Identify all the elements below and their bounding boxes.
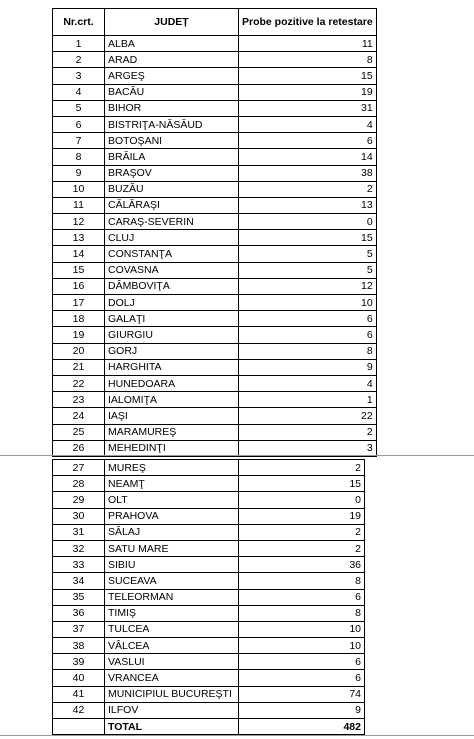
row-number: 14 <box>53 246 105 262</box>
table-row <box>53 165 377 181</box>
header-nr-crt: Nr.crt. <box>53 9 105 36</box>
positive-count: 9 <box>239 359 377 375</box>
positive-count: 0 <box>239 492 365 508</box>
row-number: 8 <box>53 149 105 165</box>
table-row <box>53 36 377 52</box>
table-row <box>53 230 377 246</box>
county-name: IAŞI <box>105 408 239 424</box>
table-row <box>53 214 377 230</box>
table-row <box>53 149 377 165</box>
row-number: 23 <box>53 392 105 408</box>
table-row <box>53 278 377 294</box>
positive-count: 1 <box>239 392 377 408</box>
county-name: SUCEAVA <box>105 573 239 589</box>
positive-count: 0 <box>239 214 377 230</box>
row-number: 6 <box>53 116 105 132</box>
county-name: CONSTANŢA <box>105 246 239 262</box>
row-number: 24 <box>53 408 105 424</box>
table-row <box>53 84 377 100</box>
county-name: BISTRIŢA-NĂSĂUD <box>105 116 239 132</box>
county-name: CLUJ <box>105 230 239 246</box>
row-number: 39 <box>53 654 105 670</box>
county-name: ARGEŞ <box>105 68 239 84</box>
row-number: 7 <box>53 133 105 149</box>
positive-count: 15 <box>239 476 365 492</box>
county-name: OLT <box>105 492 239 508</box>
positive-count: 6 <box>239 589 365 605</box>
row-number: 19 <box>53 327 105 343</box>
positive-count: 19 <box>239 84 377 100</box>
county-name: BUZĂU <box>105 181 239 197</box>
row-number: 42 <box>53 702 105 718</box>
county-name: VÂLCEA <box>105 638 239 654</box>
row-number: 16 <box>53 278 105 294</box>
table-row <box>53 327 377 343</box>
row-number: 38 <box>53 638 105 654</box>
positive-count: 36 <box>239 557 365 573</box>
table-row <box>53 262 377 278</box>
county-name: COVASNA <box>105 262 239 278</box>
table-row <box>53 589 365 605</box>
positive-count: 8 <box>239 605 365 621</box>
positive-count: 12 <box>239 278 377 294</box>
positive-count: 4 <box>239 375 377 391</box>
positive-count: 31 <box>239 100 377 116</box>
table-row <box>53 343 377 359</box>
row-number: 21 <box>53 359 105 375</box>
county-name: MUNICIPIUL BUCUREŞTI <box>105 686 239 702</box>
table-row <box>53 686 365 702</box>
row-number: 36 <box>53 605 105 621</box>
row-number: 29 <box>53 492 105 508</box>
county-name: SIBIU <box>105 557 239 573</box>
row-number: 37 <box>53 621 105 637</box>
row-number: 17 <box>53 295 105 311</box>
table-row <box>53 670 365 686</box>
row-number: 30 <box>53 508 105 524</box>
table-row <box>53 621 365 637</box>
county-name: IALOMIŢA <box>105 392 239 408</box>
positive-count: 5 <box>239 262 377 278</box>
county-name: SĂLAJ <box>105 524 239 540</box>
table-row <box>53 540 365 556</box>
county-name: HUNEDOARA <box>105 375 239 391</box>
row-number: 9 <box>53 165 105 181</box>
row-number: 35 <box>53 589 105 605</box>
county-name: MUREŞ <box>105 460 239 476</box>
table-row <box>53 375 377 391</box>
positive-count: 6 <box>239 311 377 327</box>
table-row <box>53 408 377 424</box>
county-name: MARAMUREŞ <box>105 424 239 440</box>
positive-count: 6 <box>239 670 365 686</box>
retest-table-part-2 <box>52 459 365 735</box>
table-row <box>53 440 377 456</box>
positive-count: 2 <box>239 181 377 197</box>
county-name: CĂLĂRAŞI <box>105 197 239 213</box>
row-number: 1 <box>53 36 105 52</box>
table-row <box>53 605 365 621</box>
row-number: 26 <box>53 440 105 456</box>
row-number: 22 <box>53 375 105 391</box>
table-row <box>53 133 377 149</box>
row-number: 33 <box>53 557 105 573</box>
table-row <box>53 492 365 508</box>
positive-count: 13 <box>239 197 377 213</box>
county-name: TELEORMAN <box>105 589 239 605</box>
county-name: CARAŞ-SEVERIN <box>105 214 239 230</box>
positive-count: 8 <box>239 343 377 359</box>
row-number: 12 <box>53 214 105 230</box>
positive-count: 5 <box>239 246 377 262</box>
table-row <box>53 524 365 540</box>
positive-count: 15 <box>239 230 377 246</box>
county-name: TULCEA <box>105 621 239 637</box>
positive-count: 6 <box>239 133 377 149</box>
page-bottom-line <box>0 735 474 736</box>
table-row <box>53 460 365 476</box>
positive-count: 15 <box>239 68 377 84</box>
county-name: BACĂU <box>105 84 239 100</box>
county-name: DÂMBOVIŢA <box>105 278 239 294</box>
county-name: BOTOŞANI <box>105 133 239 149</box>
table-row <box>53 68 377 84</box>
table-row <box>53 424 377 440</box>
positive-count: 10 <box>239 621 365 637</box>
positive-count: 2 <box>239 424 377 440</box>
table-row <box>53 295 377 311</box>
county-name: GALAŢI <box>105 311 239 327</box>
positive-count: 38 <box>239 165 377 181</box>
total-row <box>53 719 365 735</box>
row-number: 25 <box>53 424 105 440</box>
positive-count: 11 <box>239 36 377 52</box>
row-number: 18 <box>53 311 105 327</box>
county-name: BRĂILA <box>105 149 239 165</box>
county-name: ARAD <box>105 52 239 68</box>
county-name: MEHEDINŢI <box>105 440 239 456</box>
table-row <box>53 359 377 375</box>
table-row <box>53 197 377 213</box>
total-label: TOTAL <box>105 719 239 735</box>
row-number: 3 <box>53 68 105 84</box>
row-number: 10 <box>53 181 105 197</box>
table-row <box>53 702 365 718</box>
positive-count: 6 <box>239 654 365 670</box>
table-row <box>53 116 377 132</box>
row-number: 27 <box>53 460 105 476</box>
county-name: VRANCEA <box>105 670 239 686</box>
county-name: GIURGIU <box>105 327 239 343</box>
positive-count: 22 <box>239 408 377 424</box>
row-number: 2 <box>53 52 105 68</box>
table-header-row <box>53 9 377 36</box>
county-name: BRAŞOV <box>105 165 239 181</box>
table-row <box>53 573 365 589</box>
row-number: 34 <box>53 573 105 589</box>
page-break-line <box>0 455 474 456</box>
positive-count: 10 <box>239 638 365 654</box>
table-row <box>53 654 365 670</box>
row-number: 13 <box>53 230 105 246</box>
row-number: 28 <box>53 476 105 492</box>
positive-count: 10 <box>239 295 377 311</box>
county-name: DOLJ <box>105 295 239 311</box>
county-name: SATU MARE <box>105 540 239 556</box>
positive-count: 74 <box>239 686 365 702</box>
table-row <box>53 638 365 654</box>
table-row <box>53 557 365 573</box>
county-name: HARGHITA <box>105 359 239 375</box>
row-number: 31 <box>53 524 105 540</box>
positive-count: 4 <box>239 116 377 132</box>
county-name: VASLUI <box>105 654 239 670</box>
row-number: 40 <box>53 670 105 686</box>
row-number: 11 <box>53 197 105 213</box>
positive-count: 2 <box>239 524 365 540</box>
county-name: TIMIŞ <box>105 605 239 621</box>
total-value: 482 <box>239 719 365 735</box>
positive-count: 8 <box>239 573 365 589</box>
positive-count: 9 <box>239 702 365 718</box>
header-probe-pozitive: Probe pozitive la retestare <box>239 9 377 36</box>
row-number: 20 <box>53 343 105 359</box>
row-number: 15 <box>53 262 105 278</box>
positive-count: 2 <box>239 460 365 476</box>
row-number: 5 <box>53 100 105 116</box>
positive-count: 2 <box>239 540 365 556</box>
positive-count: 19 <box>239 508 365 524</box>
table-row <box>53 311 377 327</box>
row-number: 41 <box>53 686 105 702</box>
county-name: GORJ <box>105 343 239 359</box>
table-row <box>53 392 377 408</box>
table-row <box>53 246 377 262</box>
retest-table-part-1 <box>52 8 377 457</box>
county-name: NEAMŢ <box>105 476 239 492</box>
positive-count: 3 <box>239 440 377 456</box>
positive-count: 6 <box>239 327 377 343</box>
table-row <box>53 52 377 68</box>
table-row <box>53 508 365 524</box>
county-name: ILFOV <box>105 702 239 718</box>
table-row <box>53 100 377 116</box>
county-name: ALBA <box>105 36 239 52</box>
row-number: 32 <box>53 540 105 556</box>
header-judet: JUDEȚ <box>105 9 239 36</box>
positive-count: 8 <box>239 52 377 68</box>
row-number: 4 <box>53 84 105 100</box>
positive-count: 14 <box>239 149 377 165</box>
county-name: BIHOR <box>105 100 239 116</box>
total-number-cell <box>53 719 105 735</box>
table-row <box>53 181 377 197</box>
table-row <box>53 476 365 492</box>
county-name: PRAHOVA <box>105 508 239 524</box>
